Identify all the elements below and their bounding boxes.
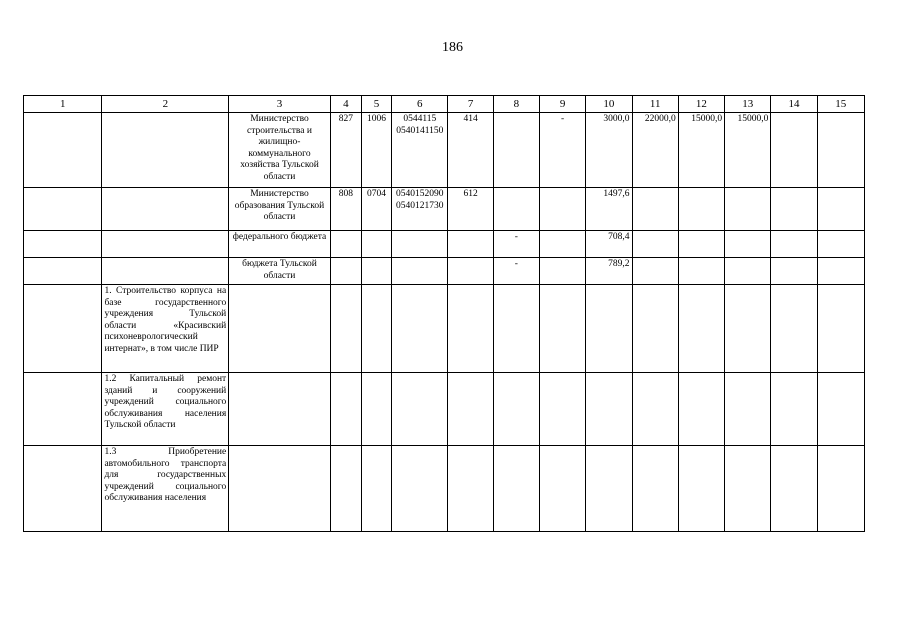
table-cell (24, 113, 102, 188)
table-cell (361, 446, 391, 532)
table-cell (229, 285, 331, 373)
table-cell (24, 446, 102, 532)
table-row (24, 231, 865, 258)
table-cell (229, 373, 331, 446)
table-cell (392, 231, 448, 258)
table-cell (678, 285, 724, 373)
table-cell (817, 446, 864, 532)
table-cell (361, 258, 391, 285)
table-header-row (24, 96, 865, 113)
table-row (24, 188, 865, 231)
table-cell (361, 285, 391, 373)
table-cell (330, 446, 361, 532)
column-header: 9 (540, 96, 586, 113)
measure-description-cell: 1. Строительство корпуса на базе государственного учреждения Тульской области «Красивский психоневрологический интернат», в том числе ПИР (102, 285, 229, 373)
table-cell (392, 446, 448, 532)
column-header: 12 (678, 96, 724, 113)
column-header: 1 (24, 96, 102, 113)
table-cell (330, 285, 361, 373)
table-cell (330, 258, 361, 285)
table-cell (493, 446, 539, 532)
column-header: 14 (771, 96, 817, 113)
table-cell (586, 285, 632, 373)
table-cell (725, 188, 771, 231)
table-cell (540, 231, 586, 258)
table-cell (817, 258, 864, 285)
table-cell (771, 231, 817, 258)
table-cell (24, 188, 102, 231)
column-header: 11 (632, 96, 678, 113)
responsible-executor-cell: Министерство образования Тульской области (229, 188, 331, 231)
funding-source-cell: федерального бюджета (229, 231, 331, 258)
table-row (24, 258, 865, 285)
table-cell (817, 373, 864, 446)
table-cell: 15000,0 (725, 113, 771, 188)
table-cell (361, 373, 391, 446)
table-cell: 15000,0 (678, 113, 724, 188)
table-cell (817, 285, 864, 373)
column-header: 2 (102, 96, 229, 113)
table-cell (678, 188, 724, 231)
table-cell: 1497,6 (586, 188, 632, 231)
table-cell (632, 373, 678, 446)
table-cell (678, 231, 724, 258)
table-cell (771, 446, 817, 532)
table-cell (330, 231, 361, 258)
table-cell (392, 285, 448, 373)
column-header: 7 (448, 96, 493, 113)
table-cell (725, 258, 771, 285)
column-header: 6 (392, 96, 448, 113)
table-cell: 414 (448, 113, 493, 188)
table-cell (586, 373, 632, 446)
table-cell (817, 188, 864, 231)
table-cell (493, 373, 539, 446)
table-cell (817, 231, 864, 258)
table-cell (493, 113, 539, 188)
table-cell (632, 188, 678, 231)
table-cell (448, 373, 493, 446)
table-cell: - (540, 113, 586, 188)
table-cell (632, 446, 678, 532)
table-cell (493, 188, 539, 231)
table-cell (448, 446, 493, 532)
table-cell (102, 231, 229, 258)
table-cell: - (493, 258, 539, 285)
table-cell (540, 188, 586, 231)
table-cell (632, 285, 678, 373)
table-cell (678, 446, 724, 532)
table-cell (24, 231, 102, 258)
column-header: 13 (725, 96, 771, 113)
table-cell: 1006 (361, 113, 391, 188)
table-cell (540, 446, 586, 532)
table-cell (448, 231, 493, 258)
table-cell (771, 258, 817, 285)
column-header: 4 (330, 96, 361, 113)
table-cell: 808 (330, 188, 361, 231)
table-cell (448, 258, 493, 285)
table-cell (102, 113, 229, 188)
measure-description-cell: 1.2 Капитальный ремонт зданий и сооружений учреждений социального обслуживания населения Тульской области (102, 373, 229, 446)
table-cell (448, 285, 493, 373)
table-cell: 612 (448, 188, 493, 231)
table-cell (632, 258, 678, 285)
table-cell (330, 373, 361, 446)
table-cell (771, 373, 817, 446)
table-cell (632, 231, 678, 258)
table-cell (102, 258, 229, 285)
table-cell (540, 373, 586, 446)
page-number: 186 (442, 40, 463, 55)
measure-description-cell: 1.3 Приобретение автомобильного транспорта для государственных учреждений социального обслуживания населения (102, 446, 229, 532)
table-cell (102, 188, 229, 231)
column-header: 5 (361, 96, 391, 113)
table-cell (493, 285, 539, 373)
table-cell: 708,4 (586, 231, 632, 258)
table-cell: 0540152090 0540121730 (392, 188, 448, 231)
table-row (24, 113, 865, 188)
table-cell: 0544115 0540141150 (392, 113, 448, 188)
table-cell (771, 188, 817, 231)
table-cell (392, 373, 448, 446)
table-cell (540, 285, 586, 373)
table-cell (392, 258, 448, 285)
responsible-executor-cell: Министерство строительства и жилищно-коммунального хозяйства Тульской области (229, 113, 331, 188)
table-cell (361, 231, 391, 258)
table-cell (24, 373, 102, 446)
table-row (24, 285, 865, 373)
table-cell (725, 373, 771, 446)
budget-table (23, 95, 865, 532)
table-cell: 827 (330, 113, 361, 188)
table-cell (771, 285, 817, 373)
table-row (24, 446, 865, 532)
table-cell: 0704 (361, 188, 391, 231)
table-cell (24, 285, 102, 373)
table-cell (725, 285, 771, 373)
table-cell (229, 446, 331, 532)
column-header: 8 (493, 96, 539, 113)
table-cell (817, 113, 864, 188)
table-cell (725, 231, 771, 258)
table-cell (678, 258, 724, 285)
table-cell (771, 113, 817, 188)
table-row (24, 373, 865, 446)
table-cell: 22000,0 (632, 113, 678, 188)
funding-source-cell: бюджета Тульской области (229, 258, 331, 285)
table-cell: 789,2 (586, 258, 632, 285)
table-cell (586, 446, 632, 532)
table-cell: - (493, 231, 539, 258)
table-cell (725, 446, 771, 532)
column-header: 10 (586, 96, 632, 113)
column-header: 15 (817, 96, 864, 113)
table-cell (678, 373, 724, 446)
table-cell (24, 258, 102, 285)
table-cell: 3000,0 (586, 113, 632, 188)
column-header: 3 (229, 96, 331, 113)
table-cell (540, 258, 586, 285)
